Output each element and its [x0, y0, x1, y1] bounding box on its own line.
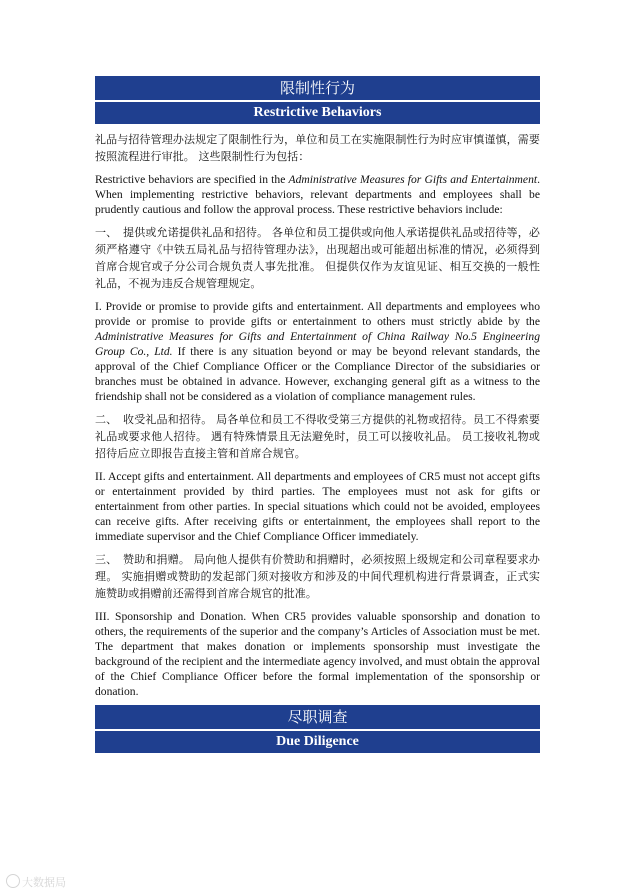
watermark-text: 大数据局	[22, 876, 66, 889]
intro-paragraph-cn: 礼品与招待管理办法规定了限制性行为，单位和员工在实施限制性行为时应审慎谨慎，需要按照流程进行审批。 这些限制性行为包括：	[95, 133, 540, 163]
section-title-en: Restrictive Behaviors	[95, 102, 540, 125]
section2-title-en: Due Diligence	[95, 731, 540, 754]
document-page	[95, 76, 540, 754]
watermark	[6, 874, 66, 890]
section-title-cn: 限制性行为	[95, 76, 540, 101]
item2-paragraph-en: II. Accept gifts and entertainment. All departments and employees of CR5 must not accept gifts or entertainment provided by third parties. The employees must not ask for gifts or entertainment from other parties. In special situations which could not be avoided, employees can receive gifts. After receiving gifts or entertainment, the employees shall report to the immediate supervisor and the Chief Compliance Officer immediately.	[95, 470, 540, 543]
item1-paragraph-en: I. Provide or promise to provide gifts and entertainment. All departments and employees who provide or promise to provide gifts or entertainment to others must strictly abide by the Administrative Measures for Gifts and Entertainment of China Railway No.5 Engineering Group Co., Ltd. If there is any situation beyond or may be beyond relevant standards, the approval of the Chief Compliance Officer or the Compliance Director of the subsidiaries or branches must be obtained in advance. However, exchanging general gift as a witness to the friendship shall not be considered as a violation of compliance management rules.	[95, 300, 540, 403]
item3-paragraph-en: III. Sponsorship and Donation. When CR5 provides valuable sponsorship and donation to others, the requirements of the superior and the company’s Articles of Association must be met. The department that makes donation or implements sponsorship must investigate the background of the recipient and the intermediate agency involved, and must obtain the approval of the Chief Compliance Officer before the formal implementation of the sponsorship or donation.	[95, 610, 540, 698]
section2-title-cn: 尽职调查	[95, 705, 540, 730]
intro-paragraph-en: Restrictive behaviors are specified in the Administrative Measures for Gifts and Entertainment. When implementing restrictive behaviors, relevant departments and employees shall be prudently cautious and follow the approval process. These restrictive behaviors include:	[95, 173, 540, 216]
item3-paragraph-cn: 三、 赞助和捐赠。 局向他人提供有价赞助和捐赠时，必须按照上级规定和公司章程要求办理。 实施捐赠或赞助的发起部门须对接收方和涉及的中间代理机构进行背景调查，正式实施赞助或捐赠前还需得到首席合规官的批准。	[95, 553, 540, 600]
watermark-logo-icon	[6, 874, 20, 888]
item2-paragraph-cn: 二、 收受礼品和招待。 局各单位和员工不得收受第三方提供的礼物或招待。员工不得索要礼品或要求他人招待。 遇有特殊情景且无法避免时，员工可以接收礼品。 员工接收礼物或招待后应立即报告直接主管和首席合规官。	[95, 413, 540, 460]
item1-paragraph-cn: 一、 提供或允诺提供礼品和招待。 各单位和员工提供或向他人承诺提供礼品或招待等，必须严格遵守《中铁五局礼品与招待管理办法》，出现超出或可能超出标准的情况，必须得到首席合规官或子分公司合规负责人事先批准。 但提供仅作为友谊见证、相互交换的一般性礼品，不视为违反合规管理规定。	[95, 226, 540, 290]
